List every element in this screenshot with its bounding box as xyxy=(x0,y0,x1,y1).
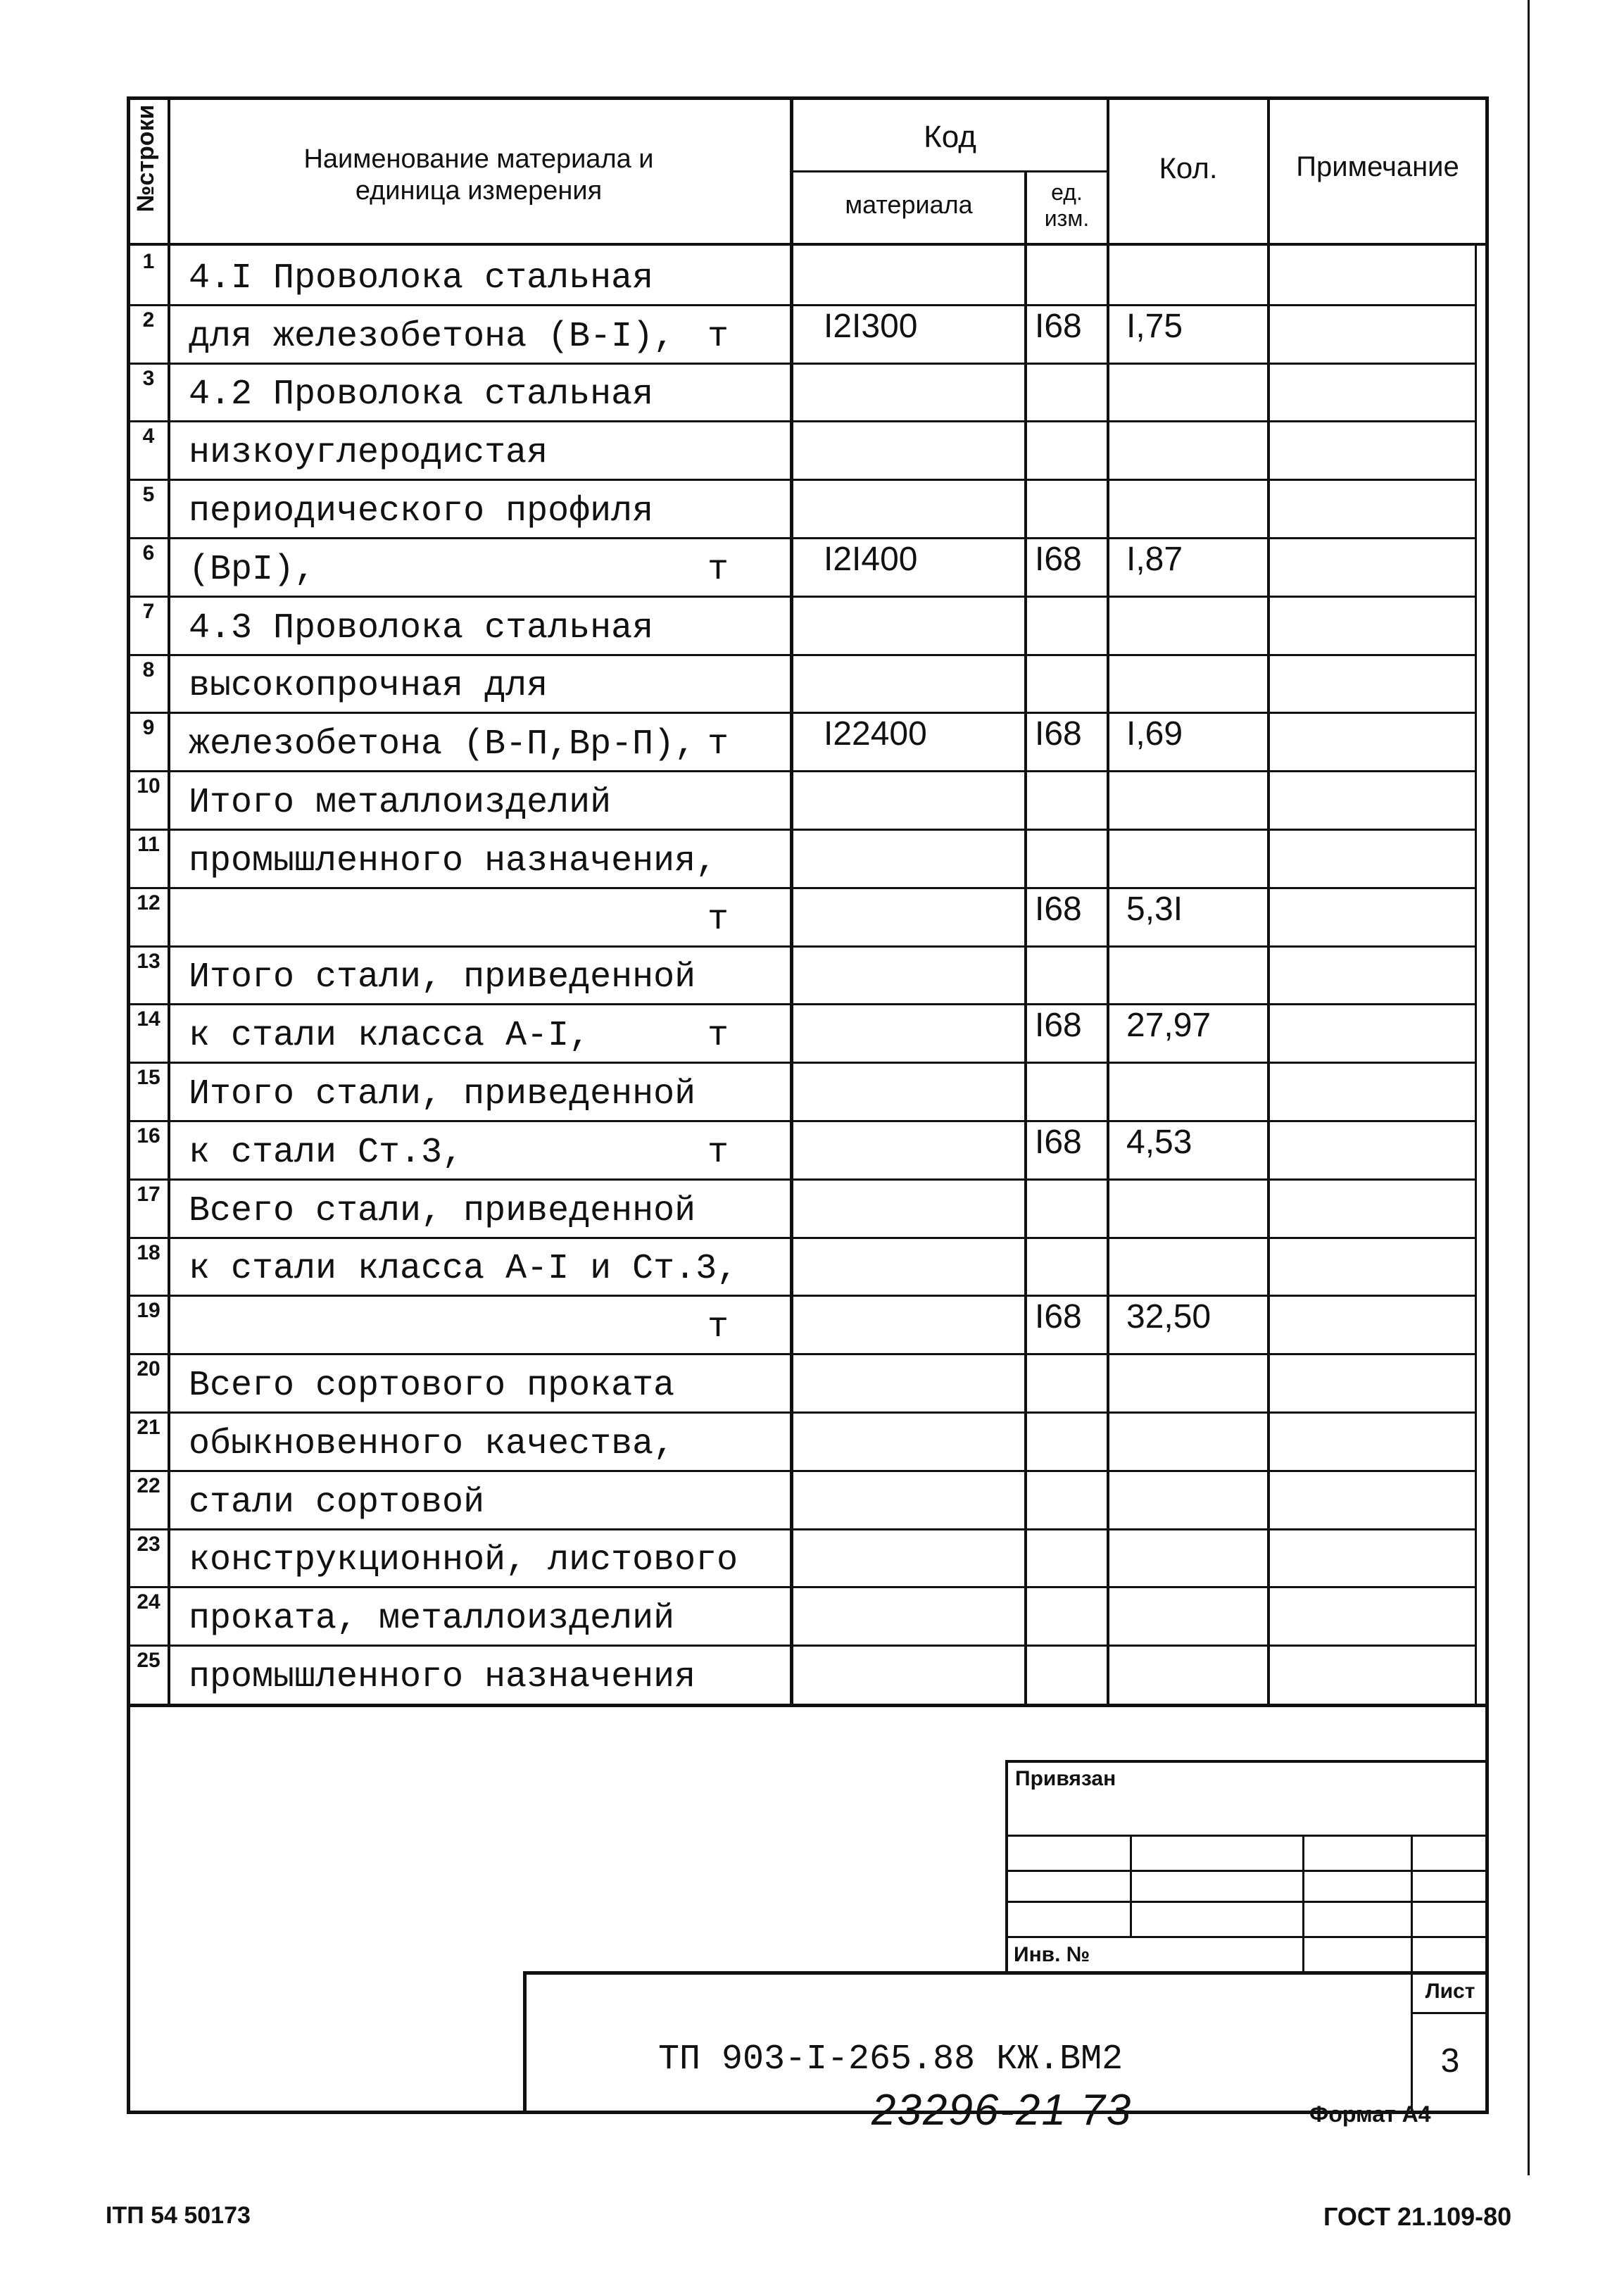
row-divider xyxy=(127,1178,1477,1181)
row-number: 11 xyxy=(137,833,160,856)
quantity: I,69 xyxy=(1126,715,1183,753)
header-qty: Кол. xyxy=(1159,151,1218,184)
row-divider xyxy=(127,829,1477,831)
row-number: 5 xyxy=(142,483,155,506)
row-number: 7 xyxy=(142,600,155,623)
row-number: 20 xyxy=(137,1357,160,1381)
unit: т xyxy=(707,724,729,765)
col-line-qty xyxy=(1107,96,1109,1706)
stamp-left-line xyxy=(1005,1760,1008,1971)
row-number: 17 xyxy=(137,1183,160,1206)
unit-code: I68 xyxy=(1035,715,1082,753)
row-divider xyxy=(127,1470,1477,1472)
row-divider xyxy=(127,1353,1477,1355)
material-name: к стали класса А-I и Ст.3, xyxy=(189,1249,738,1289)
material-name: Итого стали, приведенной xyxy=(189,1074,696,1114)
row-divider xyxy=(127,1003,1477,1005)
footer-doc-number: 23296-21 73 xyxy=(871,2086,1133,2134)
frame-top xyxy=(127,96,1487,100)
frame-bottom xyxy=(127,2111,1489,2114)
unit: т xyxy=(707,1307,729,1347)
material-name: к стали класса А-I, xyxy=(189,1016,591,1056)
material-name: Итого металлоизделий xyxy=(189,783,612,823)
material-name: 4.3 Проволока стальная xyxy=(189,608,654,648)
material-name: железобетона (В-П,Вр-П), xyxy=(189,724,696,765)
material-name: промышленного назначения, xyxy=(189,841,717,881)
header-code-material: материала xyxy=(845,190,973,219)
row-divider xyxy=(127,887,1477,889)
row-number: 21 xyxy=(137,1416,160,1439)
row-divider xyxy=(127,712,1477,714)
material-name: 4.I Проволока стальная xyxy=(189,258,654,298)
stamp-row-line-2 xyxy=(1005,1870,1489,1872)
row-number: 16 xyxy=(137,1124,160,1148)
material-name: Всего стали, приведенной xyxy=(189,1191,696,1231)
unit-code: I68 xyxy=(1035,891,1082,928)
material-code: I2I400 xyxy=(824,541,918,578)
row-number: 18 xyxy=(137,1241,160,1264)
row-divider xyxy=(127,1295,1477,1297)
material-name: для железобетона (В-I), xyxy=(189,317,675,357)
unit: т xyxy=(707,900,729,940)
row-divider xyxy=(127,1645,1477,1647)
row-divider xyxy=(127,596,1477,598)
row-number: 25 xyxy=(137,1649,160,1672)
header-code-unit-1: ед. xyxy=(1051,180,1083,205)
row-divider xyxy=(127,1237,1477,1239)
table-bottom-line xyxy=(127,1704,1489,1707)
unit-code: I68 xyxy=(1035,1124,1082,1161)
designation-top-line xyxy=(523,1971,1489,1975)
unit: т xyxy=(707,1133,729,1173)
col-line-num xyxy=(168,96,170,1706)
row-divider xyxy=(127,654,1477,656)
unit: т xyxy=(707,1016,729,1056)
material-name: Всего сортового проката xyxy=(189,1366,675,1406)
material-name: Итого стали, приведенной xyxy=(189,957,696,998)
row-number: 19 xyxy=(137,1299,160,1322)
stamp-row-line-3 xyxy=(1005,1901,1489,1903)
material-code: I2I300 xyxy=(824,308,918,345)
header-row-number: №строки xyxy=(132,104,159,213)
stamp-inv-no: Инв. № xyxy=(1014,1943,1090,1966)
stamp-privyazan: Привязан xyxy=(1015,1767,1116,1790)
row-divider xyxy=(127,1062,1477,1064)
stamp-sheet-number: 3 xyxy=(1440,2042,1460,2080)
row-divider xyxy=(127,945,1477,948)
row-number: 8 xyxy=(142,658,155,681)
stamp-row-line-1 xyxy=(1005,1835,1489,1837)
quantity: I,87 xyxy=(1126,541,1183,578)
material-name: проката, металлоизделий xyxy=(189,1599,675,1639)
row-divider xyxy=(127,420,1477,422)
row-divider xyxy=(127,304,1477,306)
header-bottom-line xyxy=(127,243,1489,246)
material-name: к стали Ст.3, xyxy=(189,1133,464,1173)
stamp-designation: ТП 903-I-265.88 КЖ.ВМ2 xyxy=(658,2039,1123,2080)
row-number: 3 xyxy=(142,367,155,390)
stamp-sheet-label: Лист xyxy=(1425,1980,1475,2003)
col-line-unit xyxy=(1024,170,1027,1706)
unit-code: I68 xyxy=(1035,308,1082,345)
row-number: 24 xyxy=(137,1590,160,1614)
header-note: Примечание xyxy=(1296,151,1459,182)
quantity: 32,50 xyxy=(1126,1298,1211,1335)
row-divider xyxy=(127,479,1477,481)
footer-format: Формат А4 xyxy=(1309,2101,1431,2127)
row-divider xyxy=(127,1586,1477,1588)
unit-code: I68 xyxy=(1035,1007,1082,1044)
designation-left-line xyxy=(523,1971,527,2112)
stamp-col-1 xyxy=(1130,1835,1132,1936)
row-number: 22 xyxy=(137,1474,160,1497)
quantity: 27,97 xyxy=(1126,1007,1211,1044)
header-name-line2: единица измерения xyxy=(355,176,603,206)
material-name: периодического профиля xyxy=(189,491,654,532)
col-line-code xyxy=(790,96,793,1706)
unit-code: I68 xyxy=(1035,541,1082,578)
row-divider xyxy=(127,363,1477,365)
row-number: 15 xyxy=(137,1066,160,1089)
material-name: (ВрI), xyxy=(189,550,316,590)
row-number: 6 xyxy=(142,541,155,565)
row-number: 9 xyxy=(142,716,155,739)
code-header-split xyxy=(790,170,1109,172)
row-number: 1 xyxy=(142,250,155,273)
unit: т xyxy=(707,550,729,590)
quantity: 4,53 xyxy=(1126,1124,1192,1161)
material-name: низкоуглеродистая xyxy=(189,433,548,473)
row-divider xyxy=(127,1120,1477,1122)
frame-left xyxy=(127,96,130,2114)
quantity: 5,3I xyxy=(1126,891,1183,928)
material-name: промышленного назначения xyxy=(189,1657,696,1697)
row-divider xyxy=(127,1411,1477,1414)
unit: т xyxy=(707,317,729,357)
row-divider xyxy=(127,537,1477,539)
sheet-label-line xyxy=(1411,2012,1489,2014)
stamp-row-line-4 xyxy=(1005,1936,1489,1938)
material-name: высокопрочная для xyxy=(189,666,548,706)
unit-code: I68 xyxy=(1035,1298,1082,1335)
header-name-line1: Наименование материала и xyxy=(303,144,654,174)
stamp-top-line xyxy=(1005,1760,1489,1763)
stamp-col-2 xyxy=(1302,1835,1304,1971)
row-number: 12 xyxy=(137,891,160,914)
footer-left-code: ІТП 54 50173 xyxy=(106,2202,251,2229)
row-number: 2 xyxy=(142,308,155,332)
material-code: I22400 xyxy=(824,715,927,753)
col-line-note xyxy=(1267,96,1270,1706)
material-name: обыкновенного качества, xyxy=(189,1424,675,1464)
material-name: стали сортовой xyxy=(189,1483,485,1523)
header-code: Код xyxy=(924,120,976,154)
col-line-right-inner xyxy=(1475,243,1477,1706)
sheet-right-edge xyxy=(1528,0,1530,2175)
material-name: 4.2 Проволока стальная xyxy=(189,375,654,415)
material-name: конструкционной, листового xyxy=(189,1540,738,1580)
footer-gost: ГОСТ 21.109-80 xyxy=(1323,2202,1512,2231)
row-divider xyxy=(127,1528,1477,1530)
quantity: I,75 xyxy=(1126,308,1183,345)
row-number: 13 xyxy=(137,950,160,973)
row-divider xyxy=(127,770,1477,772)
row-number: 23 xyxy=(137,1533,160,1556)
frame-right xyxy=(1485,96,1489,2114)
row-number: 4 xyxy=(142,425,155,448)
header-code-unit-2: изм. xyxy=(1044,206,1090,231)
row-number: 10 xyxy=(137,774,160,798)
row-number: 14 xyxy=(137,1007,160,1031)
